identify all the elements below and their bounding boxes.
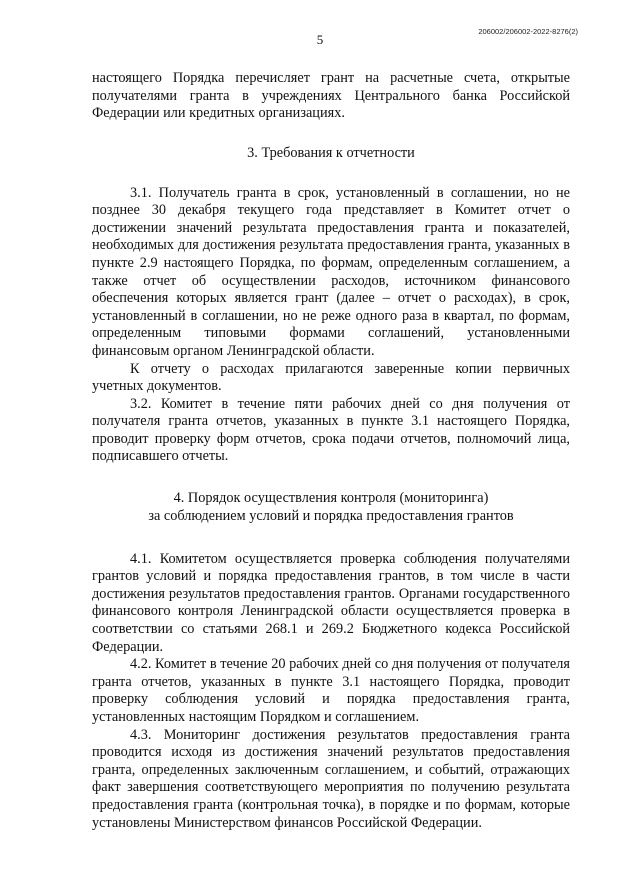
section-4-title-line-2: за соблюдением условий и порядка предоставления грантов <box>148 507 514 524</box>
paragraph-3-2: 3.2. Комитет в течение пяти рабочих дней со дня получения от получателя гранта отчетов, указанных в пункте 3.1 настоящего Порядка, проводит проверку форм отчетов, срока подачи отчетов, полномочий лица, подписавшего отчеты. <box>92 395 570 465</box>
section-4-title <box>92 490 570 526</box>
document-body <box>92 70 570 832</box>
paragraph-3-1-attachments: К отчету о расходах прилагаются заверенные копии первичных учетных документов. <box>92 360 570 395</box>
paragraph-3-1: 3.1. Получатель гранта в срок, установленный в соглашении, но не позднее 30 декабря текущего года представляет в Комитет отчет о достижении значений результата предоставления гранта и показателей, необходимых для достижения результата предоставления гранта, указанных в пункте 2.9 настоящего Порядка, по формам, определенным соглашением, а также отчет об осуществлении расходов, источником финансового обеспечения которых является грант (далее – отчет о расходах), в срок, установленный в соглашении, но не реже одного раза в квартал, по формам, определенным типовыми формами соглашений, установленными финансовым органом Ленинградской области. <box>92 184 570 359</box>
paragraph-4-1: 4.1. Комитетом осуществляется проверка соблюдения получателями грантов условий и порядка предоставления грантов, в том числе в части достижения результатов предоставления грантов. Органами государственного финансового контроля Ленинградской области осуществляется проверка в соответствии со статьями 268.1 и 269.2 Бюджетного кодекса Российской Федерации. <box>92 550 570 655</box>
intro-paragraph: настоящего Порядка перечисляет грант на расчетные счета, открытые получателями гранта в учреждениях Центрального банка Российской Федерации или кредитных организациях. <box>92 70 570 122</box>
section-3-title: 3. Требования к отчетности <box>247 144 415 161</box>
page-number: 5 <box>316 32 324 47</box>
section-4-title-line-1: 4. Порядок осуществления контроля (мониторинга) <box>173 490 489 507</box>
paragraph-4-2: 4.2. Комитет в течение 20 рабочих дней со дня получения от получателя гранта отчетов, указанных в пункте 3.1 настоящего Порядка, проводит проверку соблюдения условий и порядка предоставления гранта, установленных настоящим Порядком и соглашением. <box>92 656 570 726</box>
document-id: 206002/206002-2022-8276(2) <box>478 27 578 36</box>
paragraph-4-3: 4.3. Мониторинг достижения результатов предоставления гранта проводится исходя из достижения значений результатов предоставления гранта, определенных заключенным соглашением, и событий, отражающих факт завершения соответствующего мероприятия по получению результата предоставления гранта (контрольная точка), в порядке и по формам, которые установлены Министерством финансов Российской Федерации. <box>92 726 570 831</box>
